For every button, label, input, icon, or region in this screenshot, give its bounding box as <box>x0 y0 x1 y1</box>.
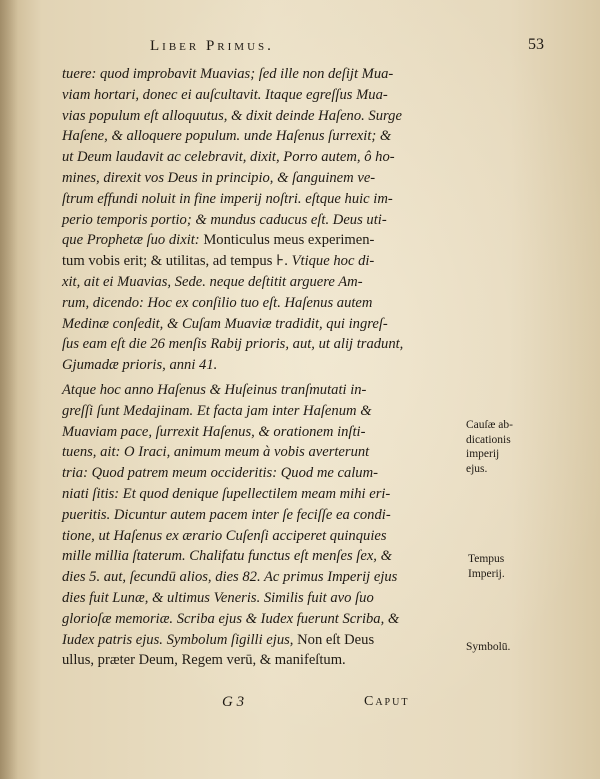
margin-note-tempus <box>468 552 505 581</box>
roman-run: Non eſt Deus <box>297 631 375 648</box>
text-line: viam hortari, donec ei auſcultavit. Itaque egreſſus Mua- <box>62 86 388 103</box>
text-line: ſus eam eſt die 26 menſis Rabij prioris, aut, ut alij tradunt, <box>62 336 404 353</box>
page-gutter-shadow <box>0 0 18 779</box>
text-line-mixed <box>62 251 457 272</box>
margin-note-line: Symbolū. <box>466 641 511 653</box>
text-line: Haſene, & alloquere populum. unde Haſenus ſurrexit; & <box>62 128 392 145</box>
margin-note-symbolum <box>466 640 510 655</box>
text-line: tria: Quod patrem meum occideritis: Quod me calum- <box>62 465 379 482</box>
body-text <box>62 64 457 671</box>
margin-note-line: Imperij. <box>468 567 505 580</box>
text-line-mixed <box>62 230 457 251</box>
text-line: ſtrum effundi noluit in fine imperij noſtri. eſtque huic im- <box>62 190 393 207</box>
catchword: Caput <box>364 694 410 709</box>
text-line: tuere: quod improbavit Muavias; ſed ille non deſijt Mua- <box>62 66 394 82</box>
text-line: xit, ait ei Muavias, Sede. neque deſtitit arguere Am- <box>62 273 363 290</box>
margin-note-line: imperij <box>466 448 500 460</box>
text-line: ut Deum laudavit ac celebravit, dixit, Porro autem, ô ho- <box>62 149 395 166</box>
text-line: Atque hoc anno Haſenus & Huſeinus tranſmutati in- <box>62 381 367 398</box>
text-line: ullus, præter Deum, Regem verū, & manifeſtum. <box>62 652 346 669</box>
text-line: Gjumadæ prioris, anni 41. <box>62 357 218 374</box>
text-line: greſſi ſunt Medajinam. Et facta jam inter Haſenum & <box>62 402 372 419</box>
text-line: pueritis. Dicuntur autem pacem inter ſe feciſſe ea condi- <box>62 506 391 523</box>
page-number: 53 <box>528 36 544 53</box>
margin-note-line: dicationis <box>466 433 511 446</box>
text-line: glorioſæ memoriæ. Scriba ejus & Iudex fuerunt Scriba, & <box>62 610 400 627</box>
roman-run: Monticulus meus experimen- <box>203 232 375 249</box>
text-line: perio temporis portio; & mundus caducus eſt. Deus uti- <box>62 211 387 228</box>
text-line: tione, ut Haſenus ex ærario Cuſenſi acciperet quinquies <box>62 527 387 544</box>
italic-run: Vtique hoc di- <box>291 253 375 270</box>
text-line: tuens, ait: O Iraci, animum meum à vobis averterunt <box>62 444 370 461</box>
text-line: mines, direxit vos Deus in principio, & ſanguinem ve- <box>62 169 376 186</box>
text-line: niati ſitis: Et quod denique ſupellectilem meam mihi eri- <box>62 485 391 502</box>
text-line: mille millia ſtaterum. Chalifatu functus eſt menſes ſex, & <box>62 548 392 565</box>
text-line: Muaviam pace, ſurrexit Haſenus, & orationem inſti- <box>62 423 366 440</box>
italic-run: Iudex patris ejus. Symbolum ſigilli ejus, <box>62 631 298 648</box>
text-line: dies 5. aut, ſecundū alios, dies 82. Ac primus Imperij ejus <box>62 569 398 586</box>
margin-note-line: Tempus <box>468 553 505 565</box>
running-head: Liber Primus. <box>150 38 274 54</box>
text-line-mixed <box>62 630 457 651</box>
signature-mark: G 3 <box>222 694 245 710</box>
margin-note-line: Cauſæ ab- <box>466 419 513 431</box>
text-line: Medinæ conſedit, & Cuſam Muaviæ tradidit, qui ingreſ- <box>62 315 388 332</box>
margin-note-line: ejus. <box>466 462 488 475</box>
italic-run: que Prophetæ ſuo dixit: <box>62 232 204 249</box>
text-line: vias populum eſt alloquutus, & dixit deinde Haſeno. Surge <box>62 107 402 124</box>
roman-run: tum vobis erit; & utilitas, ad tempus ⊦. <box>62 253 292 270</box>
text-line: rum, dicendo: Hoc ex conſilio tuo eſt. Haſenus autem <box>62 294 373 311</box>
margin-note-abdication <box>466 418 513 476</box>
text-line: dies fuit Lunæ, & ultimus Veneris. Similis fuit avo ſuo <box>62 589 374 606</box>
